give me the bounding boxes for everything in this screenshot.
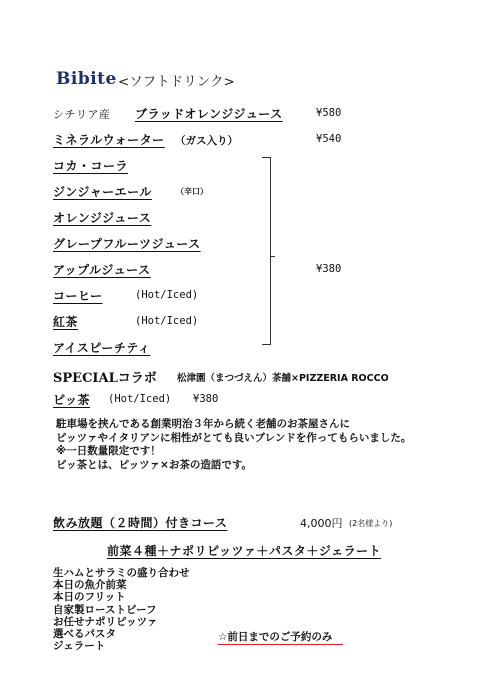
course-summary: 前菜４種＋ナポリピッツァ＋パスタ＋ジェラート [107, 544, 382, 558]
orange-juice-name: オレンジジュース [53, 211, 152, 225]
tea-note: (Hot/Iced) [135, 315, 199, 327]
special-desc-line-2: ピッツァやイタリアンに相性がとても良いブレンドを作ってもらいました。 [56, 431, 412, 444]
special-desc-line-1: 駐車場を挟んである創業明治３年から続く老舗のお茶屋さんに [56, 418, 350, 430]
group-bracket-tick [270, 256, 275, 257]
special-partner: 松津園（まつづえん）茶舗×PIZZERIA ROCCO [177, 373, 389, 384]
cola-name: コカ・コーラ [53, 159, 129, 173]
special-desc-line-3: ※一日数量限定です！ [56, 445, 161, 458]
blood-orange-name: ブラッドオレンジジュース [135, 107, 283, 121]
course-item-7: ジェラート [53, 640, 106, 653]
course-item-1: 生ハムとサラミの盛り合わせ [53, 567, 190, 579]
apple-juice-name: アップルジュース [53, 263, 151, 277]
ginger-ale-name: ジンジャーエール [53, 185, 152, 199]
tea-name: 紅茶 [53, 315, 79, 329]
course-item-5: お任せナポリピッツァ [53, 615, 158, 628]
reservation-note: ☆前日までのご予約のみ [218, 631, 333, 643]
pitcha-name: ピッ茶 [53, 393, 91, 407]
blood-orange-origin: シチリア産 [53, 108, 111, 121]
grapefruit-juice-name: グレープフルーツジュース [53, 237, 201, 251]
course-price-note: (2名様より) [349, 519, 393, 528]
mineral-water-price: ¥540 [316, 133, 342, 145]
pitcha-note: (Hot/Iced) [108, 393, 172, 405]
course-title: 飲み放題（２時間）付きコース [53, 516, 228, 530]
coffee-name: コーヒー [53, 289, 103, 303]
mineral-water-name: ミネラルウォーター [53, 133, 165, 147]
course-item-6: 選べるパスタ [53, 628, 116, 640]
peach-tea-name: アイスピーチティ [53, 341, 151, 355]
coffee-note: (Hot/Iced) [135, 289, 199, 301]
section-title: <ソフトドリンク> [118, 74, 235, 90]
reservation-underline [218, 644, 343, 645]
group-price: ¥380 [316, 263, 342, 275]
course-price: 4,000円 [300, 517, 343, 530]
special-title: SPECIALコラボ [53, 371, 157, 386]
brand-logo: Bibite [56, 69, 117, 89]
blood-orange-price: ¥580 [316, 107, 342, 119]
course-item-4: 自家製ローストビーフ [53, 603, 157, 616]
ginger-ale-note: （辛口） [176, 187, 208, 196]
course-item-3: 本日のフリット [53, 591, 126, 604]
group-bracket [262, 157, 271, 345]
pitcha-price: ¥380 [193, 393, 219, 405]
mineral-water-note: （ガス入り） [175, 135, 238, 147]
course-item-2: 本日の魚介前菜 [53, 579, 127, 592]
special-desc-line-4: ピッ茶とは、ピッツァ×お茶の造語です。 [56, 458, 253, 471]
